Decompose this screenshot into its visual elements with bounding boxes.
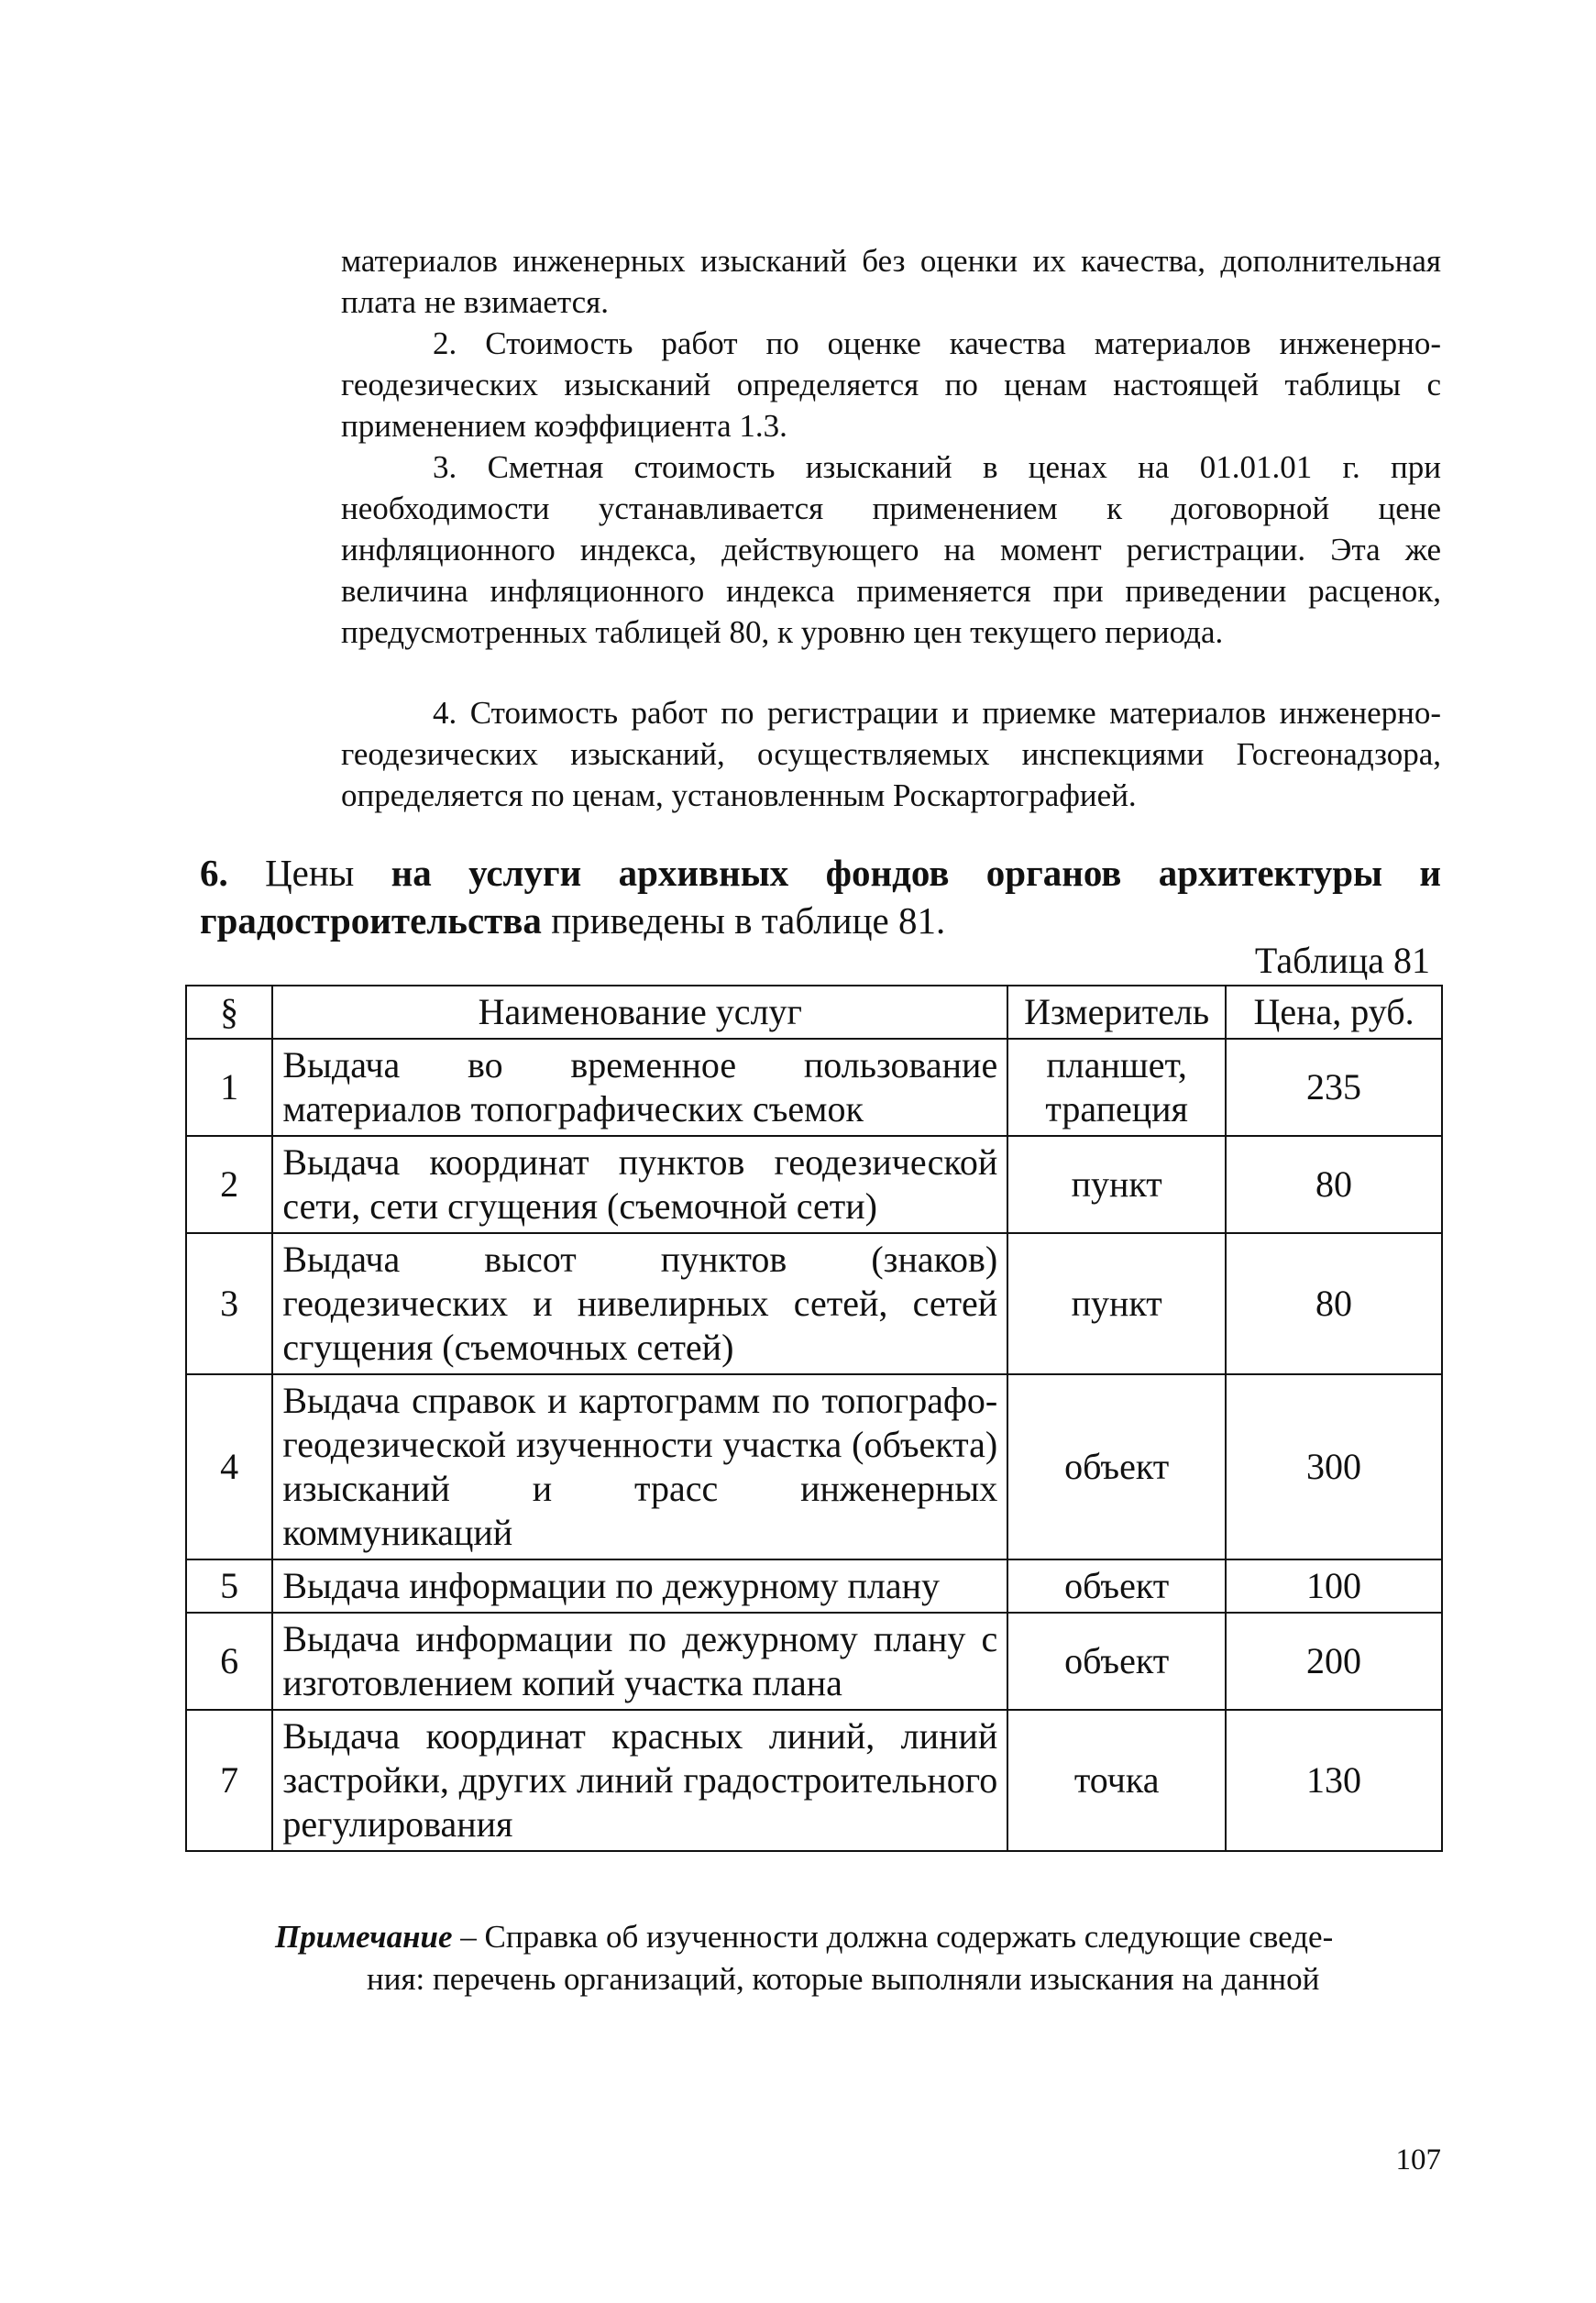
row-unit: объект — [1007, 1613, 1226, 1710]
row-service-name: Выдача информации по дежурному плану с изготовлением копий участка плана — [272, 1613, 1007, 1710]
paragraph-continuation: материалов инженерных изысканий без оценки их качества, дополнительная плата не взимается. — [341, 243, 1441, 320]
row-num: 4 — [186, 1374, 272, 1559]
row-num: 6 — [186, 1613, 272, 1710]
row-price: 130 — [1226, 1710, 1442, 1851]
row-num: 3 — [186, 1233, 272, 1374]
paragraph-2: 2. Стоимость работ по оценке качества материалов инженерно-геодезических изысканий определяется по ценам настоящей таблицы с применением коэффициента 1.3. — [341, 325, 1441, 444]
row-price: 200 — [1226, 1613, 1442, 1710]
header-unit: Измеритель — [1007, 986, 1226, 1039]
row-unit: объект — [1007, 1559, 1226, 1613]
row-service-name: Выдача координат красных линий, линий застройки, других линий градостроительного регулирования — [272, 1710, 1007, 1851]
table-row — [186, 1374, 1442, 1559]
table-row — [186, 1136, 1442, 1233]
note-label: Примечание — [275, 1919, 453, 1955]
row-num: 2 — [186, 1136, 272, 1233]
row-price: 100 — [1226, 1559, 1442, 1613]
row-price: 80 — [1226, 1233, 1442, 1374]
section-number: 6. — [200, 852, 228, 894]
row-num: 1 — [186, 1039, 272, 1136]
header-price: Цена, руб. — [1226, 986, 1442, 1039]
row-unit: пункт — [1007, 1233, 1226, 1374]
note-text-line2: ния: перечень организаций, которые выполняли изыскания на данной — [367, 1961, 1320, 1997]
table-row — [186, 1710, 1442, 1851]
prices-table — [185, 985, 1443, 1852]
row-price: 80 — [1226, 1136, 1442, 1233]
table-header-row — [186, 986, 1442, 1039]
section-title-tail: приведены в таблице 81. — [551, 899, 946, 942]
note-text-line1: Справка об изученности должна содержать следующие сведе- — [484, 1919, 1334, 1955]
page-number: 107 — [1395, 2143, 1441, 2176]
row-service-name: Выдача координат пунктов геодезической сети, сети сгущения (съемочной сети) — [272, 1136, 1007, 1233]
row-service-name: Выдача справок и картограмм по топографо-геодезической изученности участка (объекта) изысканий и трасс инженерных коммуникаций — [272, 1374, 1007, 1559]
row-service-name: Выдача высот пунктов (знаков) геодезических и нивелирных сетей, сетей сгущения (съемочных сетей) — [272, 1233, 1007, 1374]
section-heading — [200, 849, 1441, 944]
table-row — [186, 1039, 1442, 1136]
table-row — [186, 1613, 1442, 1710]
row-price: 300 — [1226, 1374, 1442, 1559]
row-num: 7 — [186, 1710, 272, 1851]
header-name: Наименование услуг — [272, 986, 1007, 1039]
note-dash: – — [452, 1919, 485, 1955]
table-note — [275, 1916, 1441, 2000]
section-title-bold: на услуги архивных фондов органов архитектуры и градостроительства — [200, 852, 1441, 942]
table-row — [186, 1233, 1442, 1374]
table-row — [186, 1559, 1442, 1613]
row-unit: объект — [1007, 1374, 1226, 1559]
row-service-name: Выдача во временное пользование материалов топографических съемок — [272, 1039, 1007, 1136]
row-unit: планшет, трапеция — [1007, 1039, 1226, 1136]
row-unit: пункт — [1007, 1136, 1226, 1233]
row-num: 5 — [186, 1559, 272, 1613]
row-service-name: Выдача информации по дежурному плану — [272, 1559, 1007, 1613]
row-price: 235 — [1226, 1039, 1442, 1136]
paragraph-3: 3. Сметная стоимость изысканий в ценах на 01.01.01 г. при необходимости устанавливается применением к договорной цене инфляционного индекса, действующего на момент регистрации. Эта же величина инфляционного индекса применяется при приведении расценок, предусмотренных таблицей 80, к уровню цен текущего периода. — [341, 449, 1441, 650]
table-caption: Таблица 81 — [1254, 940, 1430, 981]
header-num: § — [186, 986, 272, 1039]
row-unit: точка — [1007, 1710, 1226, 1851]
paragraph-4: 4. Стоимость работ по регистрации и приемке материалов инженерно-геодезических изысканий, осуществляемых инспекциями Госгеонадзора, определяется по ценам, установленным Роскартографией. — [341, 695, 1441, 813]
section-word-prices: Цены — [265, 852, 355, 894]
